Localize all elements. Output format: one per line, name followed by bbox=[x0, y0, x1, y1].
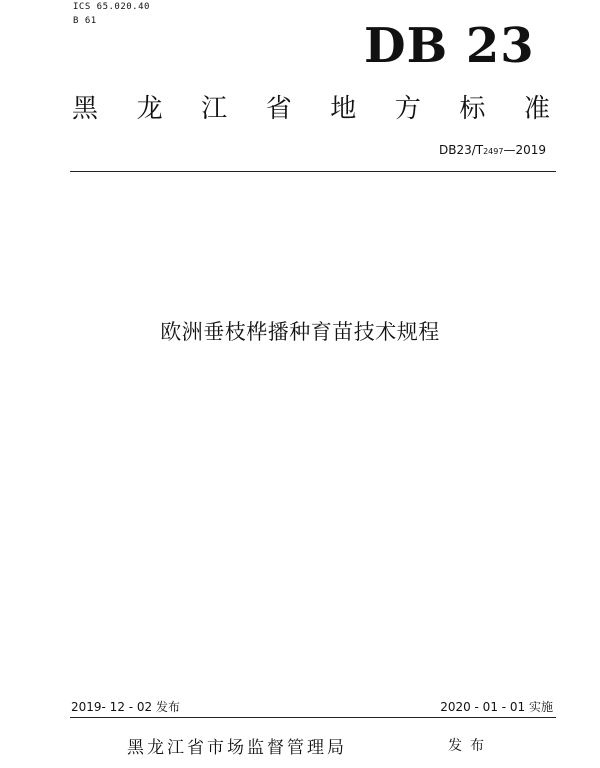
issuing-label: 发布 bbox=[448, 738, 492, 754]
title-char: 省 bbox=[265, 94, 292, 124]
title-char: 准 bbox=[523, 94, 550, 124]
standard-number-serial: 2497 bbox=[483, 147, 504, 156]
title-char: 方 bbox=[394, 94, 421, 124]
title-char: 黑 bbox=[72, 94, 99, 124]
ccs-code: B 61 bbox=[73, 16, 97, 26]
title-char: 标 bbox=[459, 94, 486, 124]
implementation-date: 2020 - 01 - 01 实施 bbox=[440, 700, 553, 714]
issue-date: 2019- 12 - 02 发布 bbox=[71, 700, 180, 714]
standard-number-prefix: DB23/T bbox=[438, 143, 484, 157]
standard-category-title bbox=[72, 96, 550, 122]
title-char: 龙 bbox=[136, 94, 163, 124]
title-char: 江 bbox=[201, 94, 228, 124]
standard-number bbox=[439, 143, 546, 157]
footer-divider bbox=[70, 717, 556, 718]
header-divider bbox=[70, 171, 556, 172]
issuing-authority: 黑龙江省市场监督管理局 bbox=[127, 738, 347, 758]
document-title: 欧洲垂枝桦播种育苗技术规程 bbox=[160, 320, 440, 344]
standard-number-year: —2019 bbox=[503, 143, 546, 157]
title-char: 地 bbox=[330, 94, 357, 124]
ics-code: ICS 65.020.40 bbox=[73, 2, 150, 12]
standard-mark: DB 23 bbox=[364, 18, 535, 74]
